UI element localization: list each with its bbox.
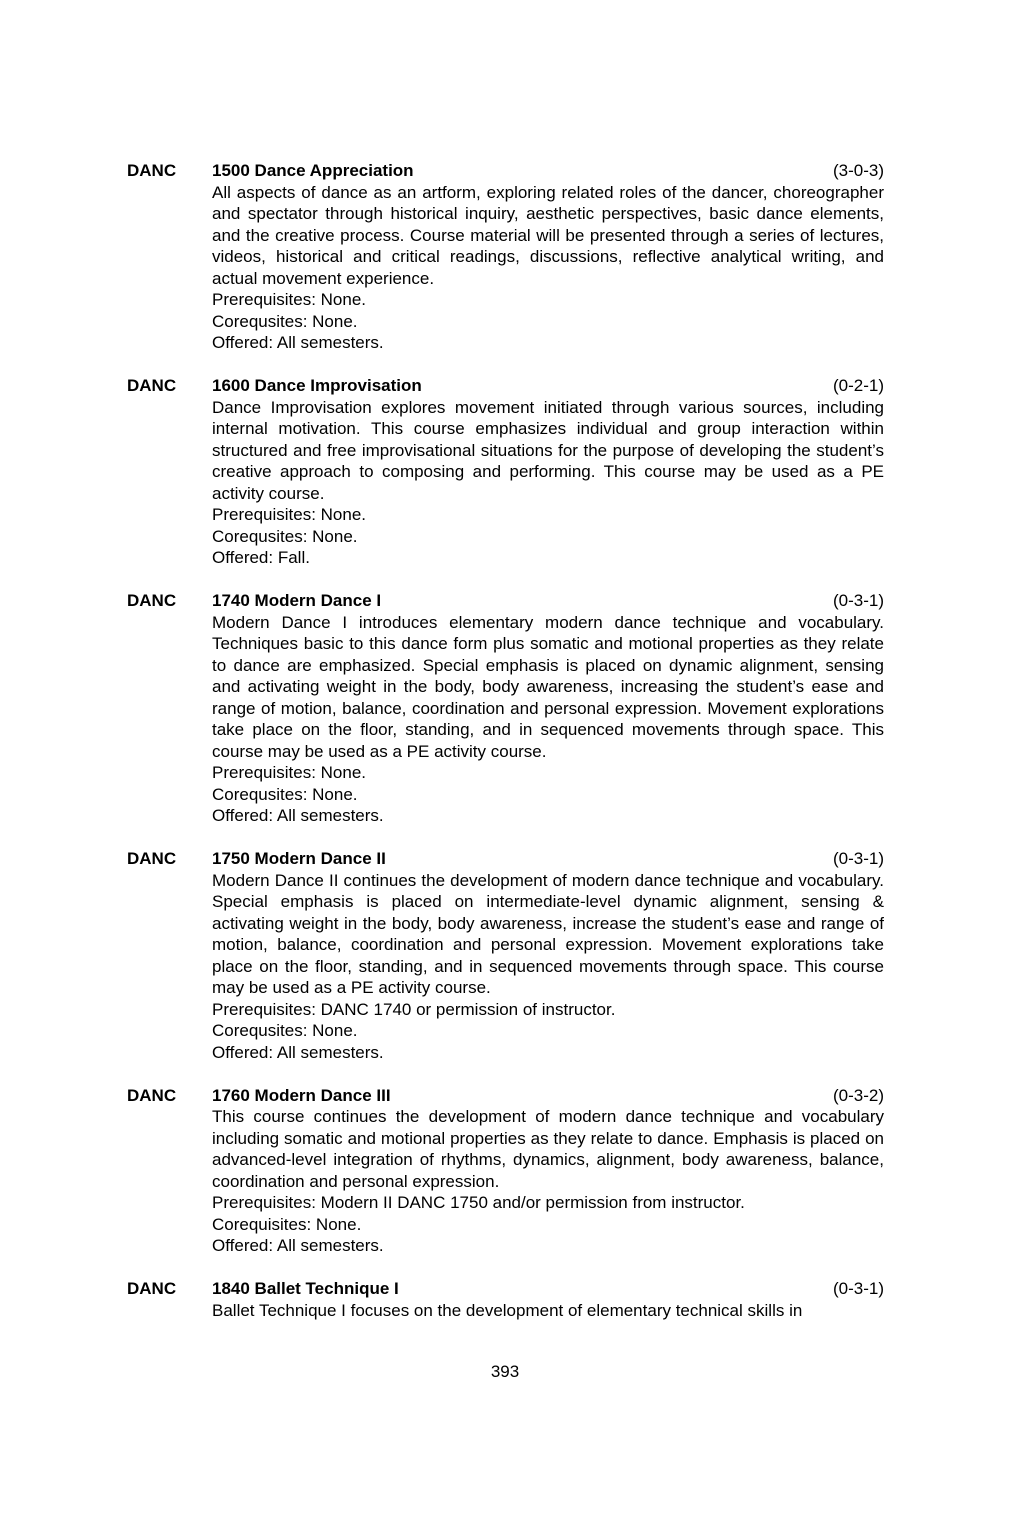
course-description: Ballet Technique I focuses on the development of elementary technical skills in <box>212 1300 803 1320</box>
course-department: DANC <box>127 591 177 610</box>
course-description: All aspects of dance as an artform, exploring related roles of the dancer, choreographer and spectator through historical inquiry, aesthetic perspectives, basic dance elements, and the creative process. Course material will be presented through a series of lectures, videos, historical and critical readings, discussions, reflective analytical writing, and actual movement experience. <box>212 182 884 288</box>
course-description: Dance Improvisation explores movement initiated through various sources, including internal motivation. This course emphasizes individual and group interaction within structured and free improvisational situations for the purpose of developing the student’s creative approach to composing and performing. This course may be used as a PE activity course. <box>212 397 884 503</box>
course-credits: (0-3-1) <box>832 1279 884 1298</box>
course-department: DANC <box>127 161 177 180</box>
course-corequisites: Corequsites: None. <box>212 784 358 804</box>
course-description: Modern Dance II continues the development of modern dance technique and vocabulary. Special emphasis is placed on intermediate-level dynamic alignment, sensing & activating weight in the body, body awareness, increase the student’s ease and range of motion, balance, coordination and personal expression. Movement explorations take place on the floor, standing, and in sequenced movements through space. This course may be used as a PE activity course. <box>212 870 884 997</box>
course-corequisites: Corequsites: None. <box>212 1021 358 1040</box>
course-prerequisites: Prerequisites: None. <box>212 763 367 782</box>
course-description: Modern Dance I introduces elementary modern dance technique and vocabulary. Techniques basic to this dance form plus somatic and motional properties as they relate to dance are emphasized. Special emphasis is placed on dynamic alignment, sensing and activating weight in the body, body awareness, increasing the student’s ease and range of motion, balance, coordination and personal expression. Movement explorations take place on the floor, standing, and in sequenced movements through space. This course may be used as a PE activity course. <box>212 612 884 761</box>
course-title: 1600 Dance Improvisation <box>212 376 422 395</box>
course-entry <box>127 375 884 569</box>
course-department: DANC <box>127 1279 177 1298</box>
course-heading <box>127 590 884 612</box>
course-prerequisites: Prerequisites: None. <box>212 505 367 524</box>
course-department: DANC <box>127 849 177 868</box>
course-credits: (0-2-1) <box>832 376 884 395</box>
course-title: 1760 Modern Dance III <box>212 1085 391 1105</box>
course-corequisites: Corequsites: None. <box>212 526 358 546</box>
course-body <box>212 612 884 827</box>
course-offered: Offered: All semesters. <box>212 333 384 352</box>
course-entry <box>127 1085 884 1257</box>
course-department: DANC <box>127 376 177 395</box>
page-number: 393 <box>490 1362 520 1381</box>
course-prerequisites: Prerequisites: DANC 1740 or permission of instructor. <box>212 999 616 1019</box>
course-description: This course continues the development of modern dance technique and vocabulary including somatic and motional properties as they relate to dance. Emphasis is placed on advanced-level integration of rhythms, dynamics, alignment, body awareness, balance, coordination and personal expression. <box>212 1107 884 1191</box>
course-offered: Offered: All semesters. <box>212 1042 384 1062</box>
course-heading <box>127 375 884 397</box>
course-title: 1500 Dance Appreciation <box>212 161 414 180</box>
course-heading <box>127 1278 884 1300</box>
course-heading <box>127 848 884 870</box>
course-prerequisites: Prerequisites: Modern II DANC 1750 and/or permission from instructor. <box>212 1193 745 1212</box>
course-entry <box>127 1278 884 1321</box>
course-body <box>212 870 884 1064</box>
course-body <box>212 397 884 569</box>
course-body <box>212 1106 884 1257</box>
course-list <box>127 160 884 1343</box>
course-credits: (0-3-1) <box>832 591 884 610</box>
course-corequisites: Corequisites: None. <box>212 1214 362 1234</box>
course-credits: (0-3-1) <box>832 849 884 868</box>
course-entry <box>127 590 884 827</box>
course-offered: Offered: All semesters. <box>212 1236 384 1255</box>
course-title: 1840 Ballet Technique I <box>212 1279 399 1298</box>
course-offered: Offered: Fall. <box>212 548 310 567</box>
course-credits: (0-3-2) <box>832 1085 884 1105</box>
course-corequisites: Corequsites: None. <box>212 311 358 331</box>
course-entry <box>127 160 884 354</box>
course-title: 1740 Modern Dance I <box>212 591 382 610</box>
course-heading <box>127 1085 884 1107</box>
course-offered: Offered: All semesters. <box>212 806 384 825</box>
course-credits: (3-0-3) <box>832 161 884 180</box>
course-body <box>212 1300 884 1322</box>
course-entry <box>127 848 884 1063</box>
course-department: DANC <box>127 1085 177 1105</box>
course-prerequisites: Prerequisites: None. <box>212 290 367 309</box>
course-title: 1750 Modern Dance II <box>212 849 386 868</box>
course-heading <box>127 160 884 182</box>
course-body <box>212 182 884 354</box>
